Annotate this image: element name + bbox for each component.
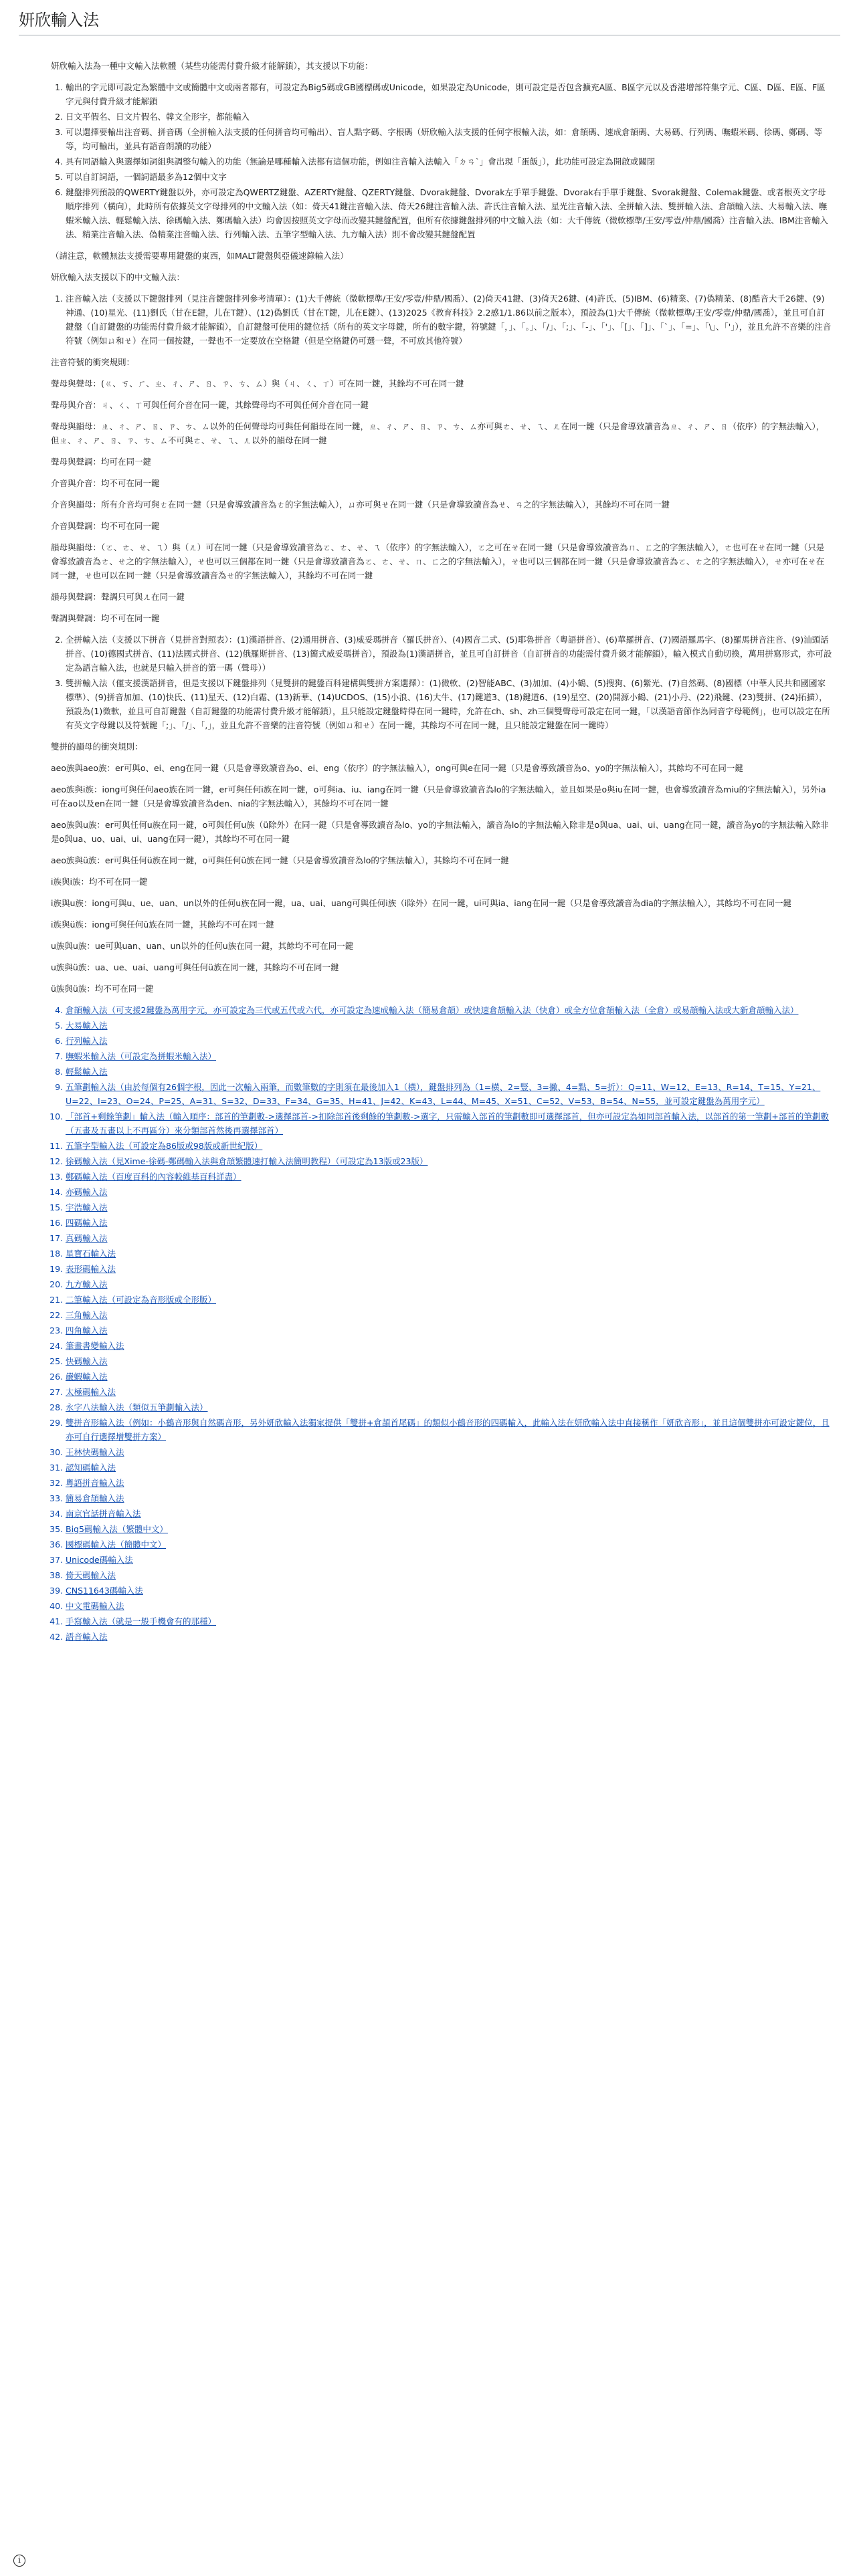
- list-item[interactable]: 3. 雙拼輸入法（僅支援漢語拼音，但是支援以下鍵盤排列（見雙拼的鍵盤百科建構與雙拼方案選擇）：(1)微軟、(2)智能ABC、(3)加加、(4)小鶴、(5)搜狗、(6)紫光、(7)自然碼、(8)國標（中華人民共和國國家標準）、(9)拼音加加、(10)快氏、(11)星天、(12)白霜、(13)新華、(14)UCDOS、(15)小浪、(16)大牛、(17)鍵道3、(18)鍵道6、(19)星空、(20)開源小鶴、(21)小丹、(22)飛鍵、(23)雙拼、(24)拓描），預設為(1)微軟，並且可自訂鍵盤（自訂鍵盤的功能需付費升級才能解鎖），且只能設定鍵盤時得在同一鍵時，允許在ch、sh、zh三個雙聲母可設定在同一鍵，「以漢語音節作為同音字母範例」，也可以設定在所有英文字母鍵以及符號鍵「;」、「/」、「,」，並且允許不音樂的注音符號（例如ㄩ和ㄝ）在同一鍵，其餘均不可在同一鍵，且只能設定鍵盤在同一鍵時）: [66, 676, 832, 732]
- list-item[interactable]: 31. 認知碼輸入法: [66, 1461, 832, 1475]
- list-item[interactable]: 5. 大易輸入法: [66, 1018, 832, 1033]
- rule-paragraph: 介音與韻母：所有介音均可與ㄜ在同一鍵（只是會導致讀音為ㄜ的字無法輸入），ㄩ亦可與ㄝ在同一鍵（只是會導致讀音為ㄝ、ㄢ之的字無法輸入），其餘均不可在同一鍵: [51, 500, 670, 510]
- list-item[interactable]: 40. 中文電碼輸入法: [66, 1599, 832, 1613]
- methods-list: [51, 1003, 832, 1644]
- article-body: [51, 59, 832, 1651]
- list-item[interactable]: 33. 簡易倉頡輸入法: [66, 1491, 832, 1505]
- list-item: 3. 可以選擇要輸出注音碼、拼音碼（全拼輸入法支援的任何拼音均可輸出）、盲人點字碼、字根碼（妍欣輸入法支援的任何字根輸入法，如：倉頡碼、速成倉頡碼、大易碼、行列碼、嘸蝦米碼、徐碼、鄭碼、等等，均可輸出，並具有語音朗讀的功能）: [66, 125, 832, 153]
- list-item[interactable]: 17. 真碼輸入法: [66, 1231, 832, 1245]
- list-item[interactable]: 4. 倉頡輸入法（可支援2鍵盤為萬用字元，亦可設定為三代或五代或六代，亦可設定為速成輸入法（簡易倉頡）或快速倉頡輸入法（快倉）或全方位倉頡輸入法（全倉）或易頡輸入法或大新倉頡輸入法）: [66, 1003, 832, 1017]
- rule-paragraph: 聲母與聲調：均可在同一鍵: [51, 457, 152, 467]
- list-item[interactable]: 23. 四角輸入法: [66, 1323, 832, 1337]
- note-paragraph: （請注意，軟體無法支援需要專用鍵盤的東西，如MALT鍵盤與亞儀速錄輸入法）: [51, 251, 349, 261]
- rule-paragraph: 韻母與聲調：聲調只可與ㄦ在同一鍵: [51, 592, 185, 602]
- list-item[interactable]: 22. 三角輸入法: [66, 1308, 832, 1322]
- zhuyin-rules-heading: 注音符號的衝突規則：: [51, 357, 135, 367]
- list-item[interactable]: 37. Unicode碼輸入法: [66, 1553, 832, 1567]
- intro-paragraph: 妍欣輸入法為一種中文輸入法軟體（某些功能需付費升級才能解鎖），其支援以下功能：: [51, 61, 373, 71]
- rule-paragraph: i族與ü族：iong可與任何ü族在同一鍵，其餘均不可在同一鍵: [51, 920, 274, 930]
- list-item[interactable]: 15. 宇浩輸入法: [66, 1200, 832, 1214]
- list-item[interactable]: 1. 注音輸入法（支援以下鍵盤排列（見注音鍵盤排列參考清單）：(1)大千傳統（微軟標準/王安/零壹/仲鼎/國喬）、(2)倚天41鍵、(3)倚天26鍵、(4)許氏、(5)IBM、(6)精業、(7)偽精業、(8)酷音大千26鍵、(9)神通、(10)星光、(11)劉氏（甘在E鍵，儿在T鍵）、(12)偽劉氏（甘在T鍵，儿在E鍵）、(13)2025《教育科技》2.2感1/1.86以前之版本），預設為(1)大千傳統（微軟標準/王安/零壹/仲鼎/國喬），並且可自訂鍵盤（自訂鍵盤的功能需付費升級才能解鎖），自訂鍵盤可使用的鍵位括（所有的英文字母鍵，所有的數字鍵，符號鍵「，」、「。」、「/」、「;」、「-」、「'」、「[」、「]」、「`」、「=」、「\」、「'」），並且允許不音樂的注音符號（例如ㄩ和ㄝ）在同一個按鍵，一聲也不一定要放在空格鍵（但是空格鍵仍可選一聲，不可放其他符號）: [66, 292, 832, 348]
- list-item[interactable]: 24. 筆畫書變輸入法: [66, 1339, 832, 1353]
- rule-paragraph: aeo族與i族：iong可與任何aeo族在同一鍵，er可與任何i族在同一鍵，o可與ia、iu、iang在同一鍵（只是會導致讀音為lo的字無法輸入，並且如果是o與iu在同一鍵，也會導致讀音為miu的字無法輸入），另外ia可在ao以及en在同一鍵（只是會導致讀音為den、nia的字無法輸入），其餘均不可在同一鍵: [51, 784, 826, 809]
- list-item[interactable]: 10. 「部首+剩餘筆劃」輸入法（輸入順序：部首的筆劃數->選擇部首->扣除部首後剩餘的筆劃數->選字，只需輸入部首的筆劃數即可選擇部首，但亦可設定為如同部首輸入法，以部首的第一筆劃+部首的筆劃數（五畫及五畫以上不再區分）來分類部首然後再選擇部首）: [66, 1109, 832, 1138]
- list-item[interactable]: 32. 粵語拼音輸入法: [66, 1476, 832, 1490]
- rule-paragraph: aeo族與u族：er可與任何u族在同一鍵，o可與任何u族（ü除外）在同一鍵（只是會導致讀音為lo、yo的字無法輸入，讀音為lo的字無法輸入除非是o與ua、uai、ui、uang在同一鍵，讀音為yo的字無法輸入除非是o與ua、uo、uai、ui、uang在同一鍵），其餘均不可在同一鍵: [51, 820, 829, 844]
- list-item[interactable]: 18. 星寶石輸入法: [66, 1247, 832, 1261]
- rule-paragraph: aeo族與ü族：er可與任何ü族在同一鍵，o可與任何ü族在同一鍵（只是會導致讀音為lo的字無法輸入），其餘均不可在同一鍵: [51, 855, 509, 865]
- list-item[interactable]: 26. 嚴蝦輸入法: [66, 1370, 832, 1384]
- pinyin-rules-heading: 雙拼的韻母的衝突規則：: [51, 742, 143, 752]
- list-item[interactable]: 13. 鄭碼輸入法（百度百科的內容較維基百科詳盡）: [66, 1170, 832, 1184]
- list-item[interactable]: 41. 手寫輸入法（就是一般手機會有的那種）: [66, 1614, 832, 1628]
- list-item[interactable]: 38. 倚天碼輸入法: [66, 1568, 832, 1582]
- list-item[interactable]: 9. 五筆劃輸入法（由於每個有26個字根，因此一次輸入兩筆，而數筆數的字則須在最後加入1（橫），鍵盤排列為（1=橫、2=豎、3=撇、4=點、5=折）：Q=11、W=12、E=13、R=14、T=15、Y=21、U=22、I=23、O=24、P=25、A=31、S=32、D=33、F=34、G=35、H=41、J=42、K=43、L=44、M=45、X=51、C=52、V=53、B=54、N=55，並可設定鍵盤為萬用字元）: [66, 1080, 832, 1108]
- feature-list: [51, 80, 832, 241]
- list-item[interactable]: 25. 快碼輸入法: [66, 1354, 832, 1368]
- list-item[interactable]: 11. 五筆字型輸入法（可設定為86版或98版或新世紀版）: [66, 1139, 832, 1153]
- list-item: 2. 日文平假名、日文片假名、韓文全形字，都能輸入: [66, 110, 832, 124]
- list-item[interactable]: 19. 表形碼輸入法: [66, 1262, 832, 1276]
- list-item: 4. 具有同語輸入與選擇如詞組與調整句輸入的功能（無論是哪種輸入法都有這個功能，例如注音輸入法輸入「ㄉㄢˋ」會出現「蛋飯」），此功能可設定為開啟或關閉: [66, 154, 832, 169]
- list-item[interactable]: 30. 王林快碼輸入法: [66, 1445, 832, 1459]
- list-item[interactable]: 14. 亦碼輸入法: [66, 1185, 832, 1199]
- list-item[interactable]: 29. 雙拼音形輸入法（例如：小鶴音形與自然碼音形，另外妍欣輸入法獨家提供「雙拼+倉頡首尾碼」的類似小鶴音形的四碼輸入，此輸入法在妍欣輸入法中直接稱作「妍欣音形」，並且這個雙拼亦可設定鍵位，且亦可自行選擇增雙拼方案）: [66, 1416, 832, 1444]
- list-item[interactable]: 16. 四碼輸入法: [66, 1216, 832, 1230]
- list-item[interactable]: 36. 國標碼輸入法（簡體中文）: [66, 1537, 832, 1551]
- list-item[interactable]: 39. CNS11643碼輸入法: [66, 1584, 832, 1598]
- list-item[interactable]: 6. 行列輸入法: [66, 1034, 832, 1048]
- list-item[interactable]: 2. 全拼輸入法（支援以下拼音（見拼音對照表）：(1)漢語拼音、(2)通用拼音、(3)威妥瑪拼音（羅氏拼音）、(4)國音二式、(5)耶魯拼音（粵語拼音）、(6)華羅拼音、(7)國語羅馬字、(8)羅馬拼音注音、(9)汕頭話拼音、(10)德國式拼音、(11)法國式拼音、(12)俄羅斯拼音、(13)簡式威妥瑪拼音），預設為(1)漢語拼音，並且可自訂拼音（自訂拼音的功能需付費升級才能解鎖），輸入模式自動切換，萬用拼寫形式，亦可設定為語言輸入法，也就是只輸入拼音的第一碼（聲母））: [66, 633, 832, 675]
- list-item[interactable]: 28. 永字八法輸入法（類似五筆劃輸入法）: [66, 1400, 832, 1414]
- list-item[interactable]: 27. 太極碼輸入法: [66, 1385, 832, 1399]
- list-item: 5. 可以自訂詞語，一個詞語最多為12個中文字: [66, 170, 832, 184]
- rule-paragraph: 聲母與介音：ㄐ、ㄑ、ㄒ可與任何介音在同一鍵，其餘聲母均不可與任何介音在同一鍵: [51, 400, 369, 410]
- list-item: 6. 鍵盤排列預設的QWERTY鍵盤以外，亦可設定為QWERTZ鍵盤、AZERTY鍵盤、QZERTY鍵盤、Dvorak鍵盤、Dvorak左手單手鍵盤、Dvorak右手單手鍵盤、Svorak鍵盤、Colemak鍵盤、或者根英文字母順序排列（橫向），此時所有依據英文字母排列的中文輸入法（如：倚天41鍵注音輸入法、倚天26鍵注音輸入法、許氏注音輸入法、星光注音輸入法、全拼輸入法、雙拼輸入法、倉頡輸入法、大易輸入法、嘸蝦米輸入法、輕鬆輸入法、徐碼輸入法、鄭碼輸入法）均會因按照英文字母而改變其鍵盤配置，但所有依據鍵盤排列的中文輸入法（如：大千傳統（微軟標準/王安/零壹/仲鼎/國喬）注音輸入法、IBM注音輸入法、精業注音輸入法、偽精業注音輸入法、行列輸入法、五筆字型輸入法、九方輸入法）則不會改變其鍵盤配置: [66, 185, 832, 241]
- rule-paragraph: 介音與介音：均不可在同一鍵: [51, 478, 160, 488]
- rule-paragraph: 聲母與聲母：(ㄍ、ㄎ、ㄏ、ㄓ、ㄔ、ㄕ、ㄖ、ㄗ、ㄘ、ㄙ）與（ㄐ、ㄑ、ㄒ）可在同一鍵，其餘均不可在同一鍵: [51, 379, 464, 389]
- pinyin-list: [51, 633, 832, 732]
- rule-paragraph: u族與u族：ue可與uan、uan、un以外的任何u族在同一鍵，其餘均不可在同一鍵: [51, 941, 354, 951]
- list-item[interactable]: 42. 語音輸入法: [66, 1630, 832, 1644]
- list-item[interactable]: 35. Big5碼輸入法（繁體中文）: [66, 1522, 832, 1536]
- list-item[interactable]: 21. 二筆輸入法（可設定為音形版或全形版）: [66, 1293, 832, 1307]
- rule-paragraph: 聲母與韻母：ㄓ、ㄔ、ㄕ、ㄖ、ㄗ、ㄘ、ㄙ以外的任何聲母均可與任何韻母在同一鍵，ㄓ、ㄔ、ㄕ、ㄖ、ㄗ、ㄘ、ㄙ亦可與ㄜ、ㄝ、ㄟ、ㄦ在同一鍵（只是會導致讀音為ㄓ、ㄔ、ㄕ、ㄖ（依序）的字無法輸入），但ㄓ、ㄔ、ㄕ、ㄖ、ㄗ、ㄘ、ㄙ不可與ㄜ、ㄝ、ㄟ、ㄦ以外的韻母在同一鍵: [51, 421, 825, 445]
- list-item[interactable]: 8. 輕鬆輸入法: [66, 1065, 832, 1079]
- rule-paragraph: 韻母與韻母：（ㄛ、ㄜ、ㄝ、ㄟ）與（ㄦ）可在同一鍵（只是會導致讀音為ㄛ、ㄜ、ㄝ、ㄟ（依序）的字無法輸入），ㄛ之可在ㄝ在同一鍵（只是會導致讀音為ㄇ、ㄈ之的字無法輸入），ㄜ也可在ㄝ在同一鍵（只是會導致讀音為ㄜ、ㄝ之的字無法輸入），ㄝ也可以三個都在同一鍵（只是會導致讀音為ㄛ、ㄜ、ㄝ、ㄇ、ㄈ之的字無法輸入），ㄝ也可以三個都在同一鍵（只是會導致讀音為ㄛ、ㄜ之的字無法輸入），ㄝ亦可在ㄝ在同一鍵，ㄝ也可以在同一鍵（只是會導致讀音為ㄝ的字無法輸入），其餘均不可在同一鍵: [51, 542, 825, 580]
- info-icon[interactable]: i: [13, 2555, 25, 2567]
- list-item[interactable]: 34. 南京官話拼音輸入法: [66, 1507, 832, 1521]
- list-item[interactable]: 7. 嘸蝦米輸入法（可設定為拼蝦米輸入法）: [66, 1049, 832, 1063]
- rule-paragraph: i族與u族：iong可與u、ue、uan、un以外的任何u族在同一鍵，ua、uai、uang可與任何i族（i除外）在同一鍵，ui可與ia、iang在同一鍵（只是會導致讀音為dia的字無法輸入），其餘均不可在同一鍵: [51, 898, 792, 908]
- rule-paragraph: u族與ü族：ua、ue、uai、uang可與任何ü族在同一鍵，其餘均不可在同一鍵: [51, 962, 339, 972]
- list-item[interactable]: 20. 九方輸入法: [66, 1277, 832, 1291]
- rule-paragraph: 聲調與聲調：均不可在同一鍵: [51, 613, 160, 623]
- methods-heading: 妍欣輸入法支援以下的中文輸入法：: [51, 272, 185, 282]
- page-title: 妍欣輸入法: [19, 11, 99, 29]
- rule-paragraph: i族與i族：均不可在同一鍵: [51, 877, 148, 887]
- rule-paragraph: aeo族與aeo族：er可與o、ei、eng在同一鍵（只是會導致讀音為o、ei、eng（依序）的字無法輸入），ong可與e在同一鍵（只是會導致讀音為o、yo的字無法輸入），其餘均不可在同一鍵: [51, 763, 743, 773]
- rule-paragraph: ü族與ü族：均不可在同一鍵: [51, 984, 154, 994]
- zhuyin-list: [51, 292, 832, 348]
- rule-paragraph: 介音與聲調：均不可在同一鍵: [51, 521, 160, 531]
- list-item: 1. 輸出的字元即可設定為繁體中文或簡體中文或兩者都有，可設定為Big5碼或GB國標碼或Unicode，如果設定為Unicode，則可設定是否包含擴充A區、B區字元以及香港增部符集字元、C區、D區、E區、F區字元與付費升級才能解鎖: [66, 80, 832, 108]
- list-item[interactable]: 12. 徐碼輸入法（見Xime-徐碼-鄭碼輸入法與倉頡繁體速打輸入法簡明教程）（可設定為13版或23版）: [66, 1154, 832, 1168]
